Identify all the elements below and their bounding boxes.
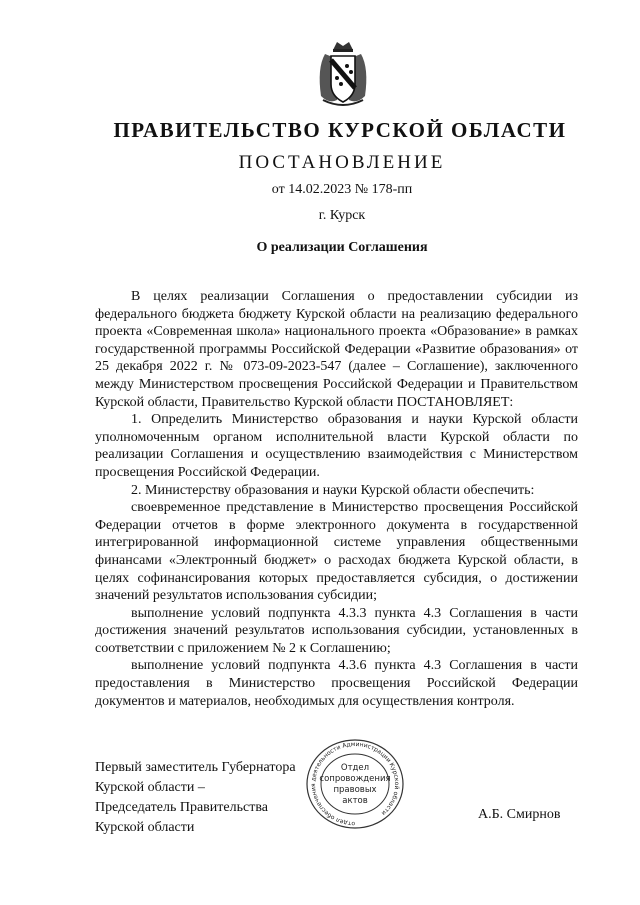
paragraph-item-1: 1. Определить Министерство образования и науки Курской области уполномоченным органом исполнительной власти Курской области по реализации Соглашения и осуществлению взаимодействия с Министерством просвещения Российской Федерации.	[95, 412, 578, 480]
signature-line: Председатель Правительства	[95, 800, 268, 815]
paragraph-item-2: 2. Министерству образования и науки Курской области обеспечить:	[131, 482, 535, 498]
document-body	[95, 288, 578, 710]
official-stamp	[295, 738, 415, 834]
date-number: от 14.02.2023 № 178-пп	[271, 182, 413, 197]
paragraph-subitem-2: выполнение условий подпункта 4.3.3 пункта 4.3 Соглашения в части достижения значений результатов использования субсидии, установленных в соответствии с приложением № 2 к Соглашению;	[95, 605, 578, 656]
signature-position	[95, 758, 296, 838]
stamp-line: Отдел	[340, 763, 370, 773]
document-type: ПОСТАНОВЛЕНИЕ	[238, 152, 446, 173]
signature-line: Первый заместитель Губернатора	[95, 760, 296, 775]
signatory-name: А.Б. Смирнов	[478, 807, 561, 822]
paragraph-subitem-3: выполнение условий подпункта 4.3.6 пункта 4.3 Соглашения в части предоставления в Министерство просвещения Российской Федерации документов и материалов, необходимых для осуществления контроля.	[95, 658, 578, 709]
stamp-line: сопровождения	[319, 774, 391, 784]
city: г. Курск	[318, 208, 366, 223]
organization-title: ПРАВИТЕЛЬСТВО КУРСКОЙ ОБЛАСТИ	[113, 118, 567, 142]
coat-of-arms-icon	[311, 38, 375, 110]
signature-line: Курской области	[95, 820, 195, 835]
stamp-line: правовых	[333, 785, 377, 795]
signature-line: Курской области –	[95, 780, 205, 795]
document-subject: О реализации Соглашения	[256, 240, 428, 255]
paragraph-subitem-1: своевременное представление в Министерство просвещения Российской Федерации отчетов в форме электронного документа в государственной интегрированной информационной системе управления общественными финансами «Электронный бюджет» о расходах бюджета Курской области, в целях софинансирования которых предоставляется субсидия, о достижении значений результатов использования субсидии;	[95, 500, 578, 604]
paragraph-preamble: В целях реализации Соглашения о предоставлении субсидии из федерального бюджета бюджету Курской области на реализацию федерального проекта «Современная школа» национального проекта «Образование» в рамках государственной программы Российской Федерации «Развитие образования» от 25 декабря 2022 г. № 073-09-2023-547 (далее – Соглашение), заключенного между Министерством просвещения Российской Федерации и Правительством Курской области, Правительство Курской области ПОСТАНОВЛЯЕТ:	[95, 289, 578, 410]
stamp-line: актов	[342, 796, 368, 806]
stamp-ring-text: отдел обеспечения деятельности Администрации Курской области	[310, 740, 401, 828]
